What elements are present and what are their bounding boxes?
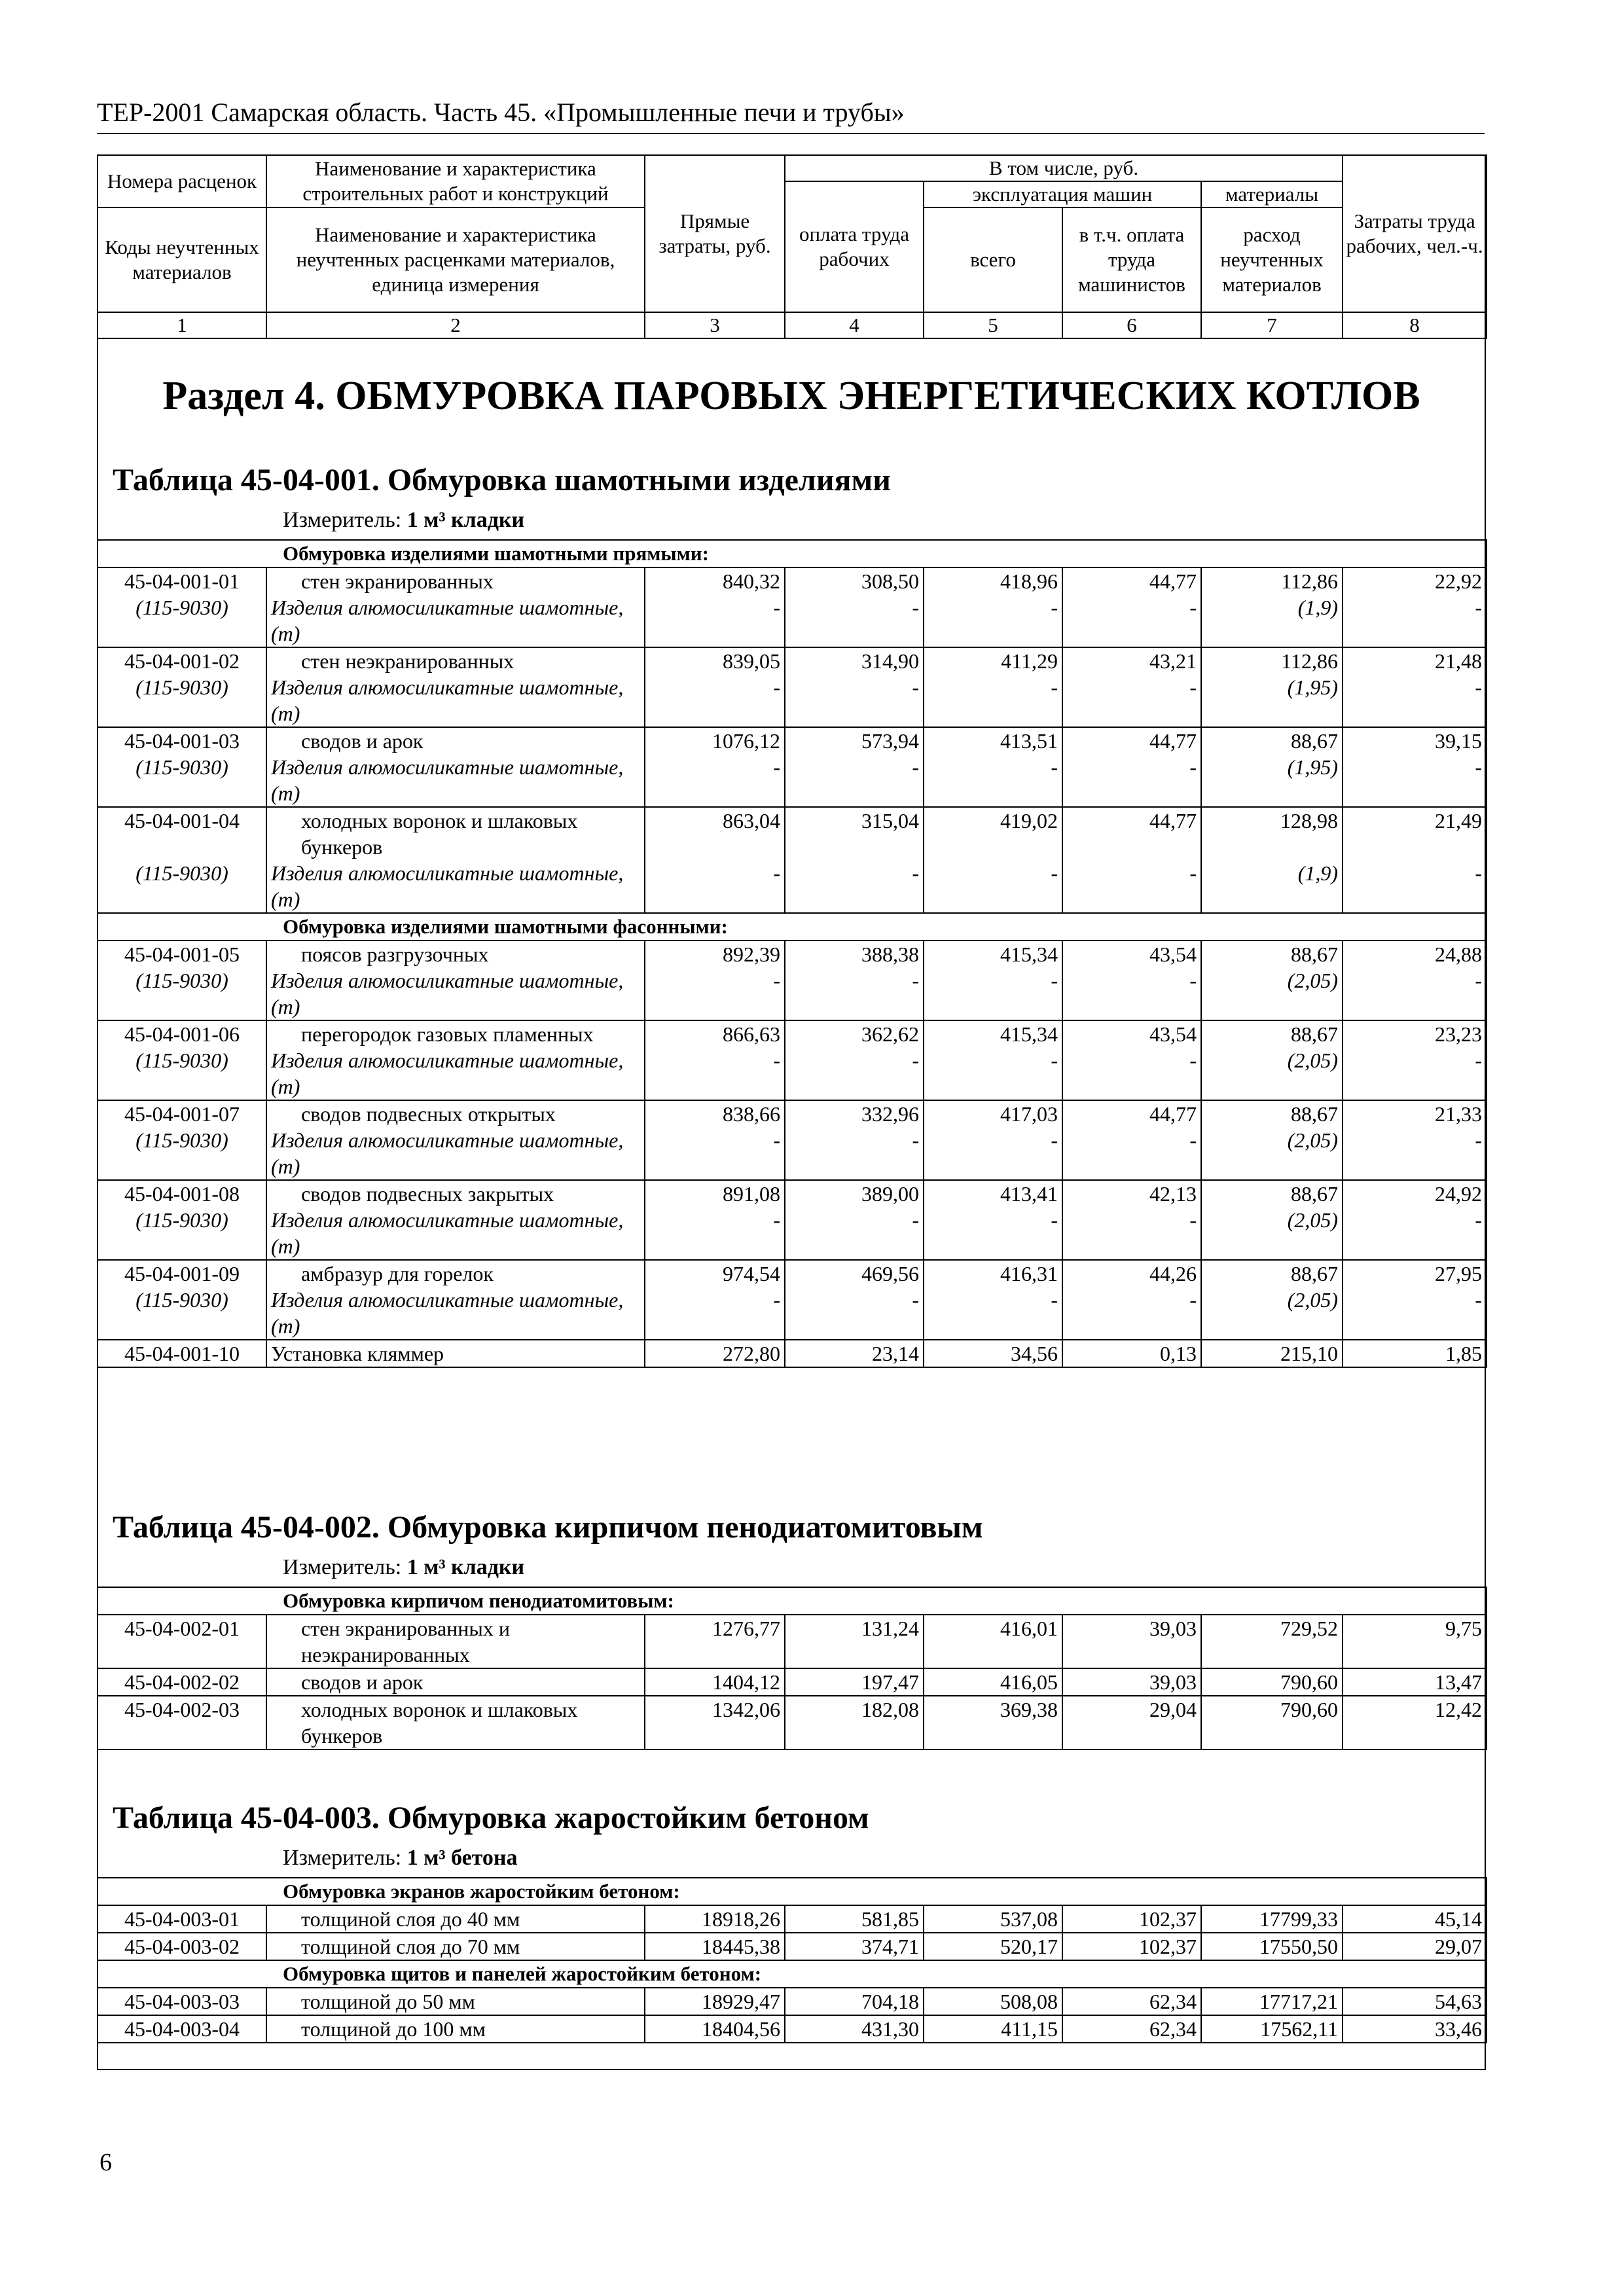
material-value-m5: -: [924, 1127, 1062, 1180]
material-value-m3: -: [645, 754, 785, 807]
material-value-m8: -: [1343, 1287, 1487, 1340]
rate-value-v5: 537,08: [924, 1905, 1062, 1933]
rate-row: [98, 1100, 1487, 1127]
col1-bottom-header: Коды неучтенных материалов: [98, 207, 266, 312]
rate-row: [98, 1905, 1487, 1933]
rate-value-v8: 21,49: [1343, 807, 1487, 860]
material-value-m6: -: [1062, 860, 1201, 913]
rate-value-v3: 838,66: [645, 1100, 785, 1127]
rate-value-v3: 1404,12: [645, 1668, 785, 1696]
material-value-m3: -: [645, 967, 785, 1020]
machines-header: эксплуатация машин: [924, 181, 1201, 207]
material-value-m7: (2,05): [1201, 1047, 1343, 1100]
rate-value-v4: 374,71: [785, 1933, 924, 1960]
rate-name: амбразур для горелок: [266, 1260, 645, 1287]
material-value-m8: -: [1343, 674, 1487, 727]
table2-title: Таблица 45-04-002. Обмуровка кирпичом пенодиатомитовым: [113, 1510, 983, 1545]
rate-value-v5: 34,56: [924, 1340, 1062, 1367]
rate-value-v5: 411,15: [924, 2015, 1062, 2043]
rate-row: [98, 1696, 1487, 1749]
rate-name: толщиной до 100 мм: [266, 2015, 645, 2043]
table2: [97, 1587, 1487, 1750]
rate-value-v7: 17717,21: [1201, 1988, 1343, 2015]
rate-value-v3: 839,05: [645, 647, 785, 674]
rate-value-v6: 44,77: [1062, 727, 1201, 754]
rate-code: 45-04-001-07: [98, 1100, 266, 1127]
rate-value-v3: 840,32: [645, 567, 785, 594]
rate-code: 45-04-001-05: [98, 941, 266, 967]
material-value-m6: -: [1062, 754, 1201, 807]
group-header-row: [98, 1960, 1487, 1988]
rate-value-v3: 18929,47: [645, 1988, 785, 2015]
material-value-m4: -: [785, 1047, 924, 1100]
table1-measure: Измеритель: 1 м³ кладки: [283, 508, 525, 532]
material-code: (115-9030): [98, 1207, 266, 1260]
rate-value-v7: 88,67: [1201, 1020, 1343, 1047]
rate-name: стен экранированных: [266, 567, 645, 594]
material-row: [98, 1287, 1487, 1340]
rate-code: 45-04-002-01: [98, 1615, 266, 1668]
col-number: 5: [924, 312, 1062, 338]
rate-name: сводов и арок: [266, 727, 645, 754]
rate-value-v4: 315,04: [785, 807, 924, 860]
rate-value-v8: 1,85: [1343, 1340, 1487, 1367]
rate-value-v6: 39,03: [1062, 1615, 1201, 1668]
col1-top-header: Номера расценок: [98, 155, 266, 207]
material-code: (115-9030): [98, 674, 266, 727]
material-value-m7: (1,95): [1201, 754, 1343, 807]
group-header-row: [98, 913, 1487, 941]
rate-code: 45-04-002-02: [98, 1668, 266, 1696]
rate-name: холодных воронок и шлаковых бункеров: [266, 807, 645, 860]
rate-value-v7: 790,60: [1201, 1668, 1343, 1696]
rate-value-v8: 33,46: [1343, 2015, 1487, 2043]
group-header: Обмуровка экранов жаростойким бетоном:: [98, 1878, 1487, 1905]
material-value-m5: -: [924, 860, 1062, 913]
rate-name: холодных воронок и шлаковых бункеров: [266, 1696, 645, 1749]
material-value-m6: -: [1062, 1287, 1201, 1340]
col5-header: всего: [924, 207, 1062, 312]
material-value-m8: -: [1343, 1127, 1487, 1180]
rate-value-v8: 23,23: [1343, 1020, 1487, 1047]
material-name: Изделия алюмосиликатные шамотные, (т): [266, 674, 645, 727]
rate-code: 45-04-002-03: [98, 1696, 266, 1749]
rate-value-v4: 388,38: [785, 941, 924, 967]
rate-value-v8: 54,63: [1343, 1988, 1487, 2015]
rate-value-v3: 866,63: [645, 1020, 785, 1047]
material-name: Изделия алюмосиликатные шамотные, (т): [266, 594, 645, 647]
group-header-row: [98, 1587, 1487, 1615]
material-name: Изделия алюмосиликатные шамотные, (т): [266, 1047, 645, 1100]
rate-value-v5: 417,03: [924, 1100, 1062, 1127]
rate-name: поясов разгрузочных: [266, 941, 645, 967]
rate-row: [98, 567, 1487, 594]
incl-header: В том числе, руб.: [785, 155, 1343, 181]
col2-bottom-header: Наименование и характеристика неучтенных расценками материалов, единица измерения: [266, 207, 645, 312]
rate-code: 45-04-001-04: [98, 807, 266, 860]
rate-value-v4: 362,62: [785, 1020, 924, 1047]
rate-value-v5: 520,17: [924, 1933, 1062, 1960]
material-row: [98, 1127, 1487, 1180]
material-row: [98, 594, 1487, 647]
rate-value-v6: 0,13: [1062, 1340, 1201, 1367]
material-value-m7: (1,95): [1201, 674, 1343, 727]
material-name: Изделия алюмосиликатные шамотные, (т): [266, 1207, 645, 1260]
rate-value-v6: 62,34: [1062, 1988, 1201, 2015]
rate-code: 45-04-001-03: [98, 727, 266, 754]
material-value-m4: -: [785, 860, 924, 913]
material-code: (115-9030): [98, 754, 266, 807]
rate-name: сводов подвесных закрытых: [266, 1180, 645, 1207]
material-code: (115-9030): [98, 860, 266, 913]
material-value-m8: -: [1343, 1047, 1487, 1100]
rate-value-v7: 17550,50: [1201, 1933, 1343, 1960]
material-value-m4: -: [785, 967, 924, 1020]
material-value-m4: -: [785, 1207, 924, 1260]
material-value-m6: -: [1062, 674, 1201, 727]
col4-header: оплата труда рабочих: [785, 181, 924, 312]
rate-value-v3: 272,80: [645, 1340, 785, 1367]
material-value-m3: -: [645, 674, 785, 727]
materials-header: материалы: [1201, 181, 1343, 207]
rate-value-v7: 88,67: [1201, 941, 1343, 967]
rate-value-v4: 581,85: [785, 1905, 924, 1933]
rate-value-v5: 415,34: [924, 1020, 1062, 1047]
material-row: [98, 1207, 1487, 1260]
rate-value-v3: 892,39: [645, 941, 785, 967]
rate-value-v6: 102,37: [1062, 1905, 1201, 1933]
rate-value-v4: 704,18: [785, 1988, 924, 2015]
rate-value-v4: 182,08: [785, 1696, 924, 1749]
material-value-m5: -: [924, 674, 1062, 727]
rate-value-v3: 1276,77: [645, 1615, 785, 1668]
material-value-m7: (1,9): [1201, 594, 1343, 647]
rate-value-v8: 45,14: [1343, 1905, 1487, 1933]
material-value-m3: -: [645, 1127, 785, 1180]
rate-value-v7: 790,60: [1201, 1696, 1343, 1749]
rate-value-v7: 112,86: [1201, 567, 1343, 594]
rate-row: [98, 2015, 1487, 2043]
group-header: Обмуровка кирпичом пенодиатомитовым:: [98, 1587, 1487, 1615]
col-number: 1: [98, 312, 266, 338]
material-row: [98, 967, 1487, 1020]
rate-value-v8: 39,15: [1343, 727, 1487, 754]
material-name: Изделия алюмосиликатные шамотные, (т): [266, 754, 645, 807]
section-title: Раздел 4. ОБМУРОВКА ПАРОВЫХ ЭНЕРГЕТИЧЕСКИХ КОТЛОВ: [162, 374, 1420, 418]
rate-value-v5: 508,08: [924, 1988, 1062, 2015]
col6-header: в т.ч. оплата труда машинистов: [1062, 207, 1201, 312]
rate-row: [98, 1615, 1487, 1668]
rate-value-v3: 863,04: [645, 807, 785, 860]
material-name: Изделия алюмосиликатные шамотные, (т): [266, 1287, 645, 1340]
material-value-m7: (1,9): [1201, 860, 1343, 913]
rate-row: [98, 1180, 1487, 1207]
rate-row: [98, 1260, 1487, 1287]
rate-name: толщиной слоя до 70 мм: [266, 1933, 645, 1960]
col3-header: Прямые затраты, руб.: [645, 155, 785, 312]
rate-name: перегородок газовых пламенных: [266, 1020, 645, 1047]
material-value-m5: -: [924, 1047, 1062, 1100]
rate-row: [98, 1933, 1487, 1960]
rate-value-v3: 1076,12: [645, 727, 785, 754]
material-value-m7: (2,05): [1201, 1287, 1343, 1340]
group-header: Обмуровка изделиями шамотными фасонными:: [98, 913, 1487, 941]
rate-value-v5: 413,41: [924, 1180, 1062, 1207]
rate-value-v6: 42,13: [1062, 1180, 1201, 1207]
rate-value-v4: 131,24: [785, 1615, 924, 1668]
rate-value-v7: 88,67: [1201, 1180, 1343, 1207]
rate-value-v8: 24,92: [1343, 1180, 1487, 1207]
rate-value-v6: 44,77: [1062, 567, 1201, 594]
material-name: Изделия алюмосиликатные шамотные, (т): [266, 860, 645, 913]
material-value-m4: -: [785, 594, 924, 647]
col-number: 2: [266, 312, 645, 338]
rate-value-v4: 308,50: [785, 567, 924, 594]
rate-code: 45-04-001-06: [98, 1020, 266, 1047]
rate-value-v6: 29,04: [1062, 1696, 1201, 1749]
material-value-m4: -: [785, 1127, 924, 1180]
rate-value-v3: 18404,56: [645, 2015, 785, 2043]
page-number: 6: [99, 2149, 112, 2176]
rate-name: стен неэкранированных: [266, 647, 645, 674]
rate-value-v6: 44,77: [1062, 1100, 1201, 1127]
rate-code: 45-04-001-09: [98, 1260, 266, 1287]
rate-value-v7: 88,67: [1201, 1100, 1343, 1127]
rate-code: 45-04-003-02: [98, 1933, 266, 1960]
material-row: [98, 860, 1487, 913]
material-row: [98, 1047, 1487, 1100]
rate-value-v3: 974,54: [645, 1260, 785, 1287]
rate-value-v5: 418,96: [924, 567, 1062, 594]
rate-value-v8: 29,07: [1343, 1933, 1487, 1960]
table1: [97, 539, 1487, 1368]
rate-value-v8: 21,33: [1343, 1100, 1487, 1127]
rate-value-v5: 415,34: [924, 941, 1062, 967]
material-value-m7: (2,05): [1201, 1207, 1343, 1260]
rate-value-v7: 112,86: [1201, 647, 1343, 674]
material-code: (115-9030): [98, 1047, 266, 1100]
rate-value-v3: 18918,26: [645, 1905, 785, 1933]
rate-value-v5: 419,02: [924, 807, 1062, 860]
rate-value-v8: 12,42: [1343, 1696, 1487, 1749]
rate-code: 45-04-003-03: [98, 1988, 266, 2015]
rate-value-v8: 9,75: [1343, 1615, 1487, 1668]
rate-value-v7: 729,52: [1201, 1615, 1343, 1668]
material-code: (115-9030): [98, 1127, 266, 1180]
table2-measure: Измеритель: 1 м³ кладки: [283, 1555, 525, 1579]
rate-value-v6: 43,21: [1062, 647, 1201, 674]
table3-measure: Измеритель: 1 м³ бетона: [283, 1846, 518, 1870]
material-row: [98, 674, 1487, 727]
material-value-m6: -: [1062, 967, 1201, 1020]
material-value-m6: -: [1062, 1207, 1201, 1260]
rate-value-v3: 1342,06: [645, 1696, 785, 1749]
rate-value-v7: 17562,11: [1201, 2015, 1343, 2043]
rate-value-v8: 13,47: [1343, 1668, 1487, 1696]
material-value-m8: -: [1343, 1207, 1487, 1260]
rate-value-v4: 23,14: [785, 1340, 924, 1367]
rate-value-v7: 128,98: [1201, 807, 1343, 860]
rate-value-v5: 369,38: [924, 1696, 1062, 1749]
rate-value-v5: 413,51: [924, 727, 1062, 754]
rate-value-v8: 22,92: [1343, 567, 1487, 594]
rate-value-v7: 88,67: [1201, 1260, 1343, 1287]
material-value-m7: (2,05): [1201, 1127, 1343, 1180]
rate-value-v4: 332,96: [785, 1100, 924, 1127]
material-value-m4: -: [785, 674, 924, 727]
material-code: (115-9030): [98, 967, 266, 1020]
material-name: Изделия алюмосиликатные шамотные, (т): [266, 1127, 645, 1180]
material-row: [98, 754, 1487, 807]
rate-value-v4: 469,56: [785, 1260, 924, 1287]
rate-value-v3: 18445,38: [645, 1933, 785, 1960]
rate-value-v6: 44,26: [1062, 1260, 1201, 1287]
rate-code: 45-04-001-02: [98, 647, 266, 674]
material-code: (115-9030): [98, 594, 266, 647]
table1-title: Таблица 45-04-001. Обмуровка шамотными изделиями: [113, 463, 891, 497]
column-header-table: [97, 154, 1487, 339]
material-value-m3: -: [645, 1207, 785, 1260]
rate-value-v7: 88,67: [1201, 727, 1343, 754]
rate-value-v6: 39,03: [1062, 1668, 1201, 1696]
material-value-m6: -: [1062, 1047, 1201, 1100]
rate-value-v6: 102,37: [1062, 1933, 1201, 1960]
material-value-m5: -: [924, 1287, 1062, 1340]
group-header-row: [98, 1878, 1487, 1905]
rate-row: [98, 1668, 1487, 1696]
rate-value-v6: 62,34: [1062, 2015, 1201, 2043]
rate-name: сводов подвесных открытых: [266, 1100, 645, 1127]
rate-row: [98, 1988, 1487, 2015]
running-header: ТЕР-2001 Самарская область. Часть 45. «Промышленные печи и трубы»: [97, 97, 1485, 134]
rate-code: 45-04-001-08: [98, 1180, 266, 1207]
rate-value-v4: 389,00: [785, 1180, 924, 1207]
col8-header: Затраты труда рабочих, чел.-ч.: [1343, 155, 1487, 312]
rate-code: 45-04-001-01: [98, 567, 266, 594]
col-number: 4: [785, 312, 924, 338]
rate-name: толщиной до 50 мм: [266, 1988, 645, 2015]
rate-row: [98, 647, 1487, 674]
rate-code: 45-04-003-01: [98, 1905, 266, 1933]
table3: [97, 1877, 1487, 2043]
col2-top-header: Наименование и характеристика строительных работ и конструкций: [266, 155, 645, 207]
group-header-row: [98, 540, 1487, 567]
col7-header: расход неучтенных материалов: [1201, 207, 1343, 312]
col-number: 6: [1062, 312, 1201, 338]
rate-value-v7: 215,10: [1201, 1340, 1343, 1367]
rate-value-v6: 44,77: [1062, 807, 1201, 860]
rate-value-v5: 416,05: [924, 1668, 1062, 1696]
rate-value-v4: 431,30: [785, 2015, 924, 2043]
material-name: Изделия алюмосиликатные шамотные, (т): [266, 967, 645, 1020]
col-number: 3: [645, 312, 785, 338]
material-value-m3: -: [645, 860, 785, 913]
rate-value-v3: 891,08: [645, 1180, 785, 1207]
rate-value-v7: 17799,33: [1201, 1905, 1343, 1933]
table3-title: Таблица 45-04-003. Обмуровка жаростойким бетоном: [113, 1801, 869, 1835]
rate-name: толщиной слоя до 40 мм: [266, 1905, 645, 1933]
rate-row: [98, 1340, 1487, 1367]
rate-name: Установка кляммер: [266, 1340, 645, 1367]
group-header: Обмуровка щитов и панелей жаростойким бетоном:: [98, 1960, 1487, 1988]
material-value-m5: -: [924, 754, 1062, 807]
material-value-m3: -: [645, 1047, 785, 1100]
material-value-m7: (2,05): [1201, 967, 1343, 1020]
material-value-m6: -: [1062, 1127, 1201, 1180]
material-value-m5: -: [924, 594, 1062, 647]
rate-value-v8: 27,95: [1343, 1260, 1487, 1287]
col-number: 7: [1201, 312, 1343, 338]
rate-value-v8: 21,48: [1343, 647, 1487, 674]
rate-value-v5: 416,31: [924, 1260, 1062, 1287]
rate-value-v4: 197,47: [785, 1668, 924, 1696]
material-value-m4: -: [785, 1287, 924, 1340]
rate-row: [98, 727, 1487, 754]
material-value-m8: -: [1343, 594, 1487, 647]
group-header: Обмуровка изделиями шамотными прямыми:: [98, 540, 1487, 567]
rate-value-v8: 24,88: [1343, 941, 1487, 967]
material-value-m3: -: [645, 1287, 785, 1340]
material-value-m8: -: [1343, 754, 1487, 807]
material-value-m3: -: [645, 594, 785, 647]
rate-value-v6: 43,54: [1062, 1020, 1201, 1047]
rate-name: стен экранированных и неэкранированных: [266, 1615, 645, 1668]
material-value-m8: -: [1343, 860, 1487, 913]
material-value-m8: -: [1343, 967, 1487, 1020]
material-code: (115-9030): [98, 1287, 266, 1340]
rate-value-v5: 416,01: [924, 1615, 1062, 1668]
rate-row: [98, 941, 1487, 967]
rate-value-v5: 411,29: [924, 647, 1062, 674]
material-value-m5: -: [924, 1207, 1062, 1260]
rate-row: [98, 1020, 1487, 1047]
rate-value-v4: 314,90: [785, 647, 924, 674]
material-value-m6: -: [1062, 594, 1201, 647]
col-number: 8: [1343, 312, 1487, 338]
rate-value-v6: 43,54: [1062, 941, 1201, 967]
rate-code: 45-04-001-10: [98, 1340, 266, 1367]
rate-value-v4: 573,94: [785, 727, 924, 754]
rate-code: 45-04-003-04: [98, 2015, 266, 2043]
rate-row: [98, 807, 1487, 860]
rate-name: сводов и арок: [266, 1668, 645, 1696]
material-value-m4: -: [785, 754, 924, 807]
material-value-m5: -: [924, 967, 1062, 1020]
